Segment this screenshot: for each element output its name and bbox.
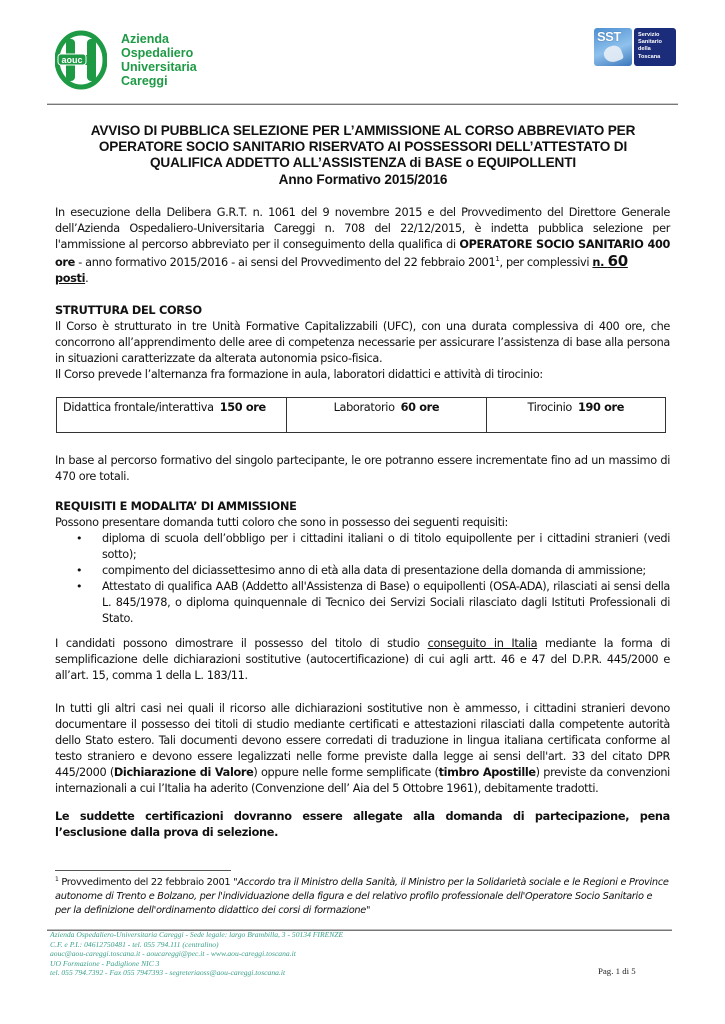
footer-address: Azienda Ospedaliero-Universitaria Careggi - Sede legale: largo Brambilla, 3 - 50134 FIRENZE [50, 930, 344, 939]
posts-count [592, 252, 628, 270]
hours-value: 190 ore [577, 401, 625, 414]
title-year: Anno Formativo 2015/2016 [278, 171, 448, 187]
structure-section [55, 303, 670, 383]
hours-label: Tirocinio [527, 401, 572, 414]
title-line: QUALIFICA ADDETTO ALL’ASSISTENZA di BASE o EQUIPOLLENTI [150, 155, 576, 171]
sst-figure-icon [602, 43, 624, 64]
section-heading: STRUTTURA DEL CORSO [55, 304, 202, 317]
foreign-emphasis: timbro Apostille [438, 766, 536, 779]
aouc-logo [55, 27, 215, 93]
requirement-item [55, 531, 670, 563]
requirements-list [55, 531, 670, 627]
foreign-text: ) previste da convenzioni internazionali a cui l’Italia ha aderito (Convenzione dell’ Aia del 5 Ottobre 1961), debitamente tradotti. [55, 766, 670, 795]
intro-text: , per complessivi [499, 256, 593, 269]
page-number: Pag. 1 di 5 [598, 966, 636, 976]
footnote-ref[interactable]: 1 [495, 255, 500, 263]
aouc-brand-text [121, 32, 197, 88]
requirement-item [55, 579, 670, 627]
candidates-text: mediante la forma di semplificazione delle dichiarazioni sostitutive (autocertificazione) di cui agli artt. 46 e 47 del D.P.R. 445/2000 e all’art. 15, comma 1 della L. 183/11. [55, 637, 671, 682]
brand-line: Ospedaliero [121, 46, 194, 60]
bullet-icon: • [76, 580, 83, 593]
posts-label: posti [55, 272, 86, 285]
brand-line: Careggi [121, 74, 168, 88]
posts-number: 60 [607, 252, 628, 270]
intro-paragraph [55, 205, 670, 287]
document-title [40, 123, 686, 188]
qualification-name: OPERATORE SOCIO SANITARIO 400 ore [55, 238, 670, 269]
warning-paragraph: Le suddette certificazioni dovranno essere allegate alla domanda di partecipazione, pena l’esclusione dalla prova di selezione. [55, 810, 670, 839]
foreign-emphasis: Dichiarazione di Valore [113, 766, 254, 779]
footnote-number: 1 [55, 876, 59, 883]
foreign-text: ) oppure nelle forme semplificate ( [253, 766, 439, 779]
aouc-emblem-icon [55, 30, 107, 90]
intro-text: In esecuzione della Delibera G.R.T. n. 1061 del 9 novembre 2015 e del Provvedimento del Direttore Generale dell’Azienda Ospedaliero-Universitaria Careggi n. 708 del 22/12/2015, è indetta pubblica selezione per l'ammissione al percorso abbreviato per il conseguimento della qualifica di [55, 206, 670, 251]
sst-logo [594, 28, 676, 66]
brand-line: Azienda [121, 32, 169, 46]
hours-cell-laboratorio [287, 398, 486, 432]
svg-text:aouc: aouc [61, 55, 83, 65]
title-line: AVVISO DI PUBBLICA SELEZIONE PER L’AMMISSIONE AL CORSO ABBREVIATO PER [90, 123, 636, 138]
requirements-intro: Possono presentare domanda tutti coloro che sono in possesso dei seguenti requisiti: [55, 516, 509, 529]
requirement-item [55, 563, 670, 579]
foreign-text: In tutti gli altri casi nei quali il ricorso alle dichiarazioni sostitutive non è ammesso, i cittadini stranieri devono documentare il possesso dei titoli di studio mediante certificati e attestazioni rilasciati dalla competente autorità dello Stato estero. Tali documenti devono essere corredati di traduzione in lingua italiana certificata conforme al testo straniero e devono essere legalizzati nelle forme previste dalla legge ai sensi dell'art. 33 del citato DPR 445/2000 ( [55, 702, 670, 779]
footnote-text: Provvedimento del 22 febbraio 2001 " [58, 877, 238, 888]
footnote-close: " [366, 905, 371, 916]
candidates-text: I candidati possono dimostrare il possesso del titolo di studio [55, 637, 428, 650]
header-divider [47, 103, 678, 105]
footnote [55, 876, 670, 918]
footer-unit: UO Formazione - Padiglione NIC 3 [50, 958, 160, 968]
sst-line: Sanitario [638, 39, 662, 46]
bullet-icon: • [76, 564, 83, 577]
hours-note: In base al percorso formativo del singolo partecipante, le ore potranno essere incrementate fino ad un massimo di 470 ore totali. [55, 454, 670, 483]
structure-description: Il Corso prevede l’alternanza fra formazione in aula, laboratori didattici e attività di tirocinio: [55, 368, 543, 381]
footer-phone[interactable]: tel. 055 794.7392 - Fax 055 7947393 - segreteriaoss@aou-careggi.toscana.it [50, 968, 286, 978]
hours-cell-tirocinio [487, 398, 665, 432]
footnote-divider [55, 870, 231, 871]
hours-label: Laboratorio [333, 401, 395, 414]
hours-cell-didattica [57, 398, 287, 432]
footer-tax-id: C.F. e P.I.: 04612750481 - tel. 055 794.111 (centralino) [50, 939, 219, 949]
sst-brand-text [634, 28, 676, 66]
foreign-paragraph [55, 701, 670, 797]
requirements-header [55, 499, 670, 531]
sst-emblem-icon [594, 28, 632, 66]
intro-end: . [85, 272, 89, 285]
structure-description: Il Corso è strutturato in tre Unità Formative Capitalizzabili (UFC), con una durata complessiva di 400 ore, che concorrono all’apprendimento delle aree di competenza necessarie per assicurare l’assistenza di base alla persona in situazioni caratterizzate da alterata autonomia psico-fisica. [55, 320, 670, 365]
posts-prefix: n. [592, 256, 608, 269]
footer-contacts [50, 930, 470, 978]
footer-emails[interactable]: aouc@aou-careggi.toscana.it - aoucareggi@pec.it - www.aou-careggi.toscana.it [50, 949, 296, 959]
footnote-citation: Accordo tra il Ministro della Sanità, il Ministro per la Solidarietà sociale e le Regioni e Province autonome di Trento e Bolzano, per l'individuazione della figura e del relativo profilo professionale dell'Operatore Socio Sanitario e per la definizione dell'ordinamento didattico dei corsi di formazione [55, 877, 669, 916]
sst-line: Toscana [638, 53, 661, 60]
sst-letters: SST [597, 29, 621, 44]
brand-line: Universitaria [121, 60, 197, 74]
sst-line: della [638, 46, 651, 53]
section-heading: REQUISITI E MODALITA’ DI AMMISSIONE [55, 500, 297, 513]
bullet-icon: • [76, 532, 83, 545]
hours-value: 60 ore [400, 401, 440, 414]
hours-table [56, 397, 666, 433]
sst-line: Servizio [638, 32, 660, 38]
requirement-text: diploma di scuola dell’obbligo per i cittadini italiani o di titolo equipollente per i cittadini stranieri (vedi sotto); [102, 532, 670, 561]
candidates-emphasis: conseguito in Italia [427, 637, 538, 650]
intro-text: - anno formativo 2015/2016 - ai sensi del Provvedimento del 22 febbraio 2001 [74, 256, 496, 269]
hours-label: Didattica frontale/interattiva [63, 401, 214, 414]
requirement-text: compimento del diciassettesimo anno di età alla data di presentazione della domanda di ammissione; [102, 564, 646, 577]
candidates-paragraph [55, 636, 670, 684]
title-line: OPERATORE SOCIO SANITARIO RISERVATO AI POSSESSORI DELL’ATTESTATO DI [98, 139, 628, 155]
hours-value: 150 ore [219, 401, 266, 414]
requirement-text: Attestato di qualifica AAB (Addetto all'Assistenza di Base) o equipollenti (OSA-ADA), rilasciati ai sensi della L. 845/1978, o diploma quinquennale di Tecnico dei Servizi Sociali rilasciato dagli Istituti Professionali di Stato. [102, 580, 670, 625]
